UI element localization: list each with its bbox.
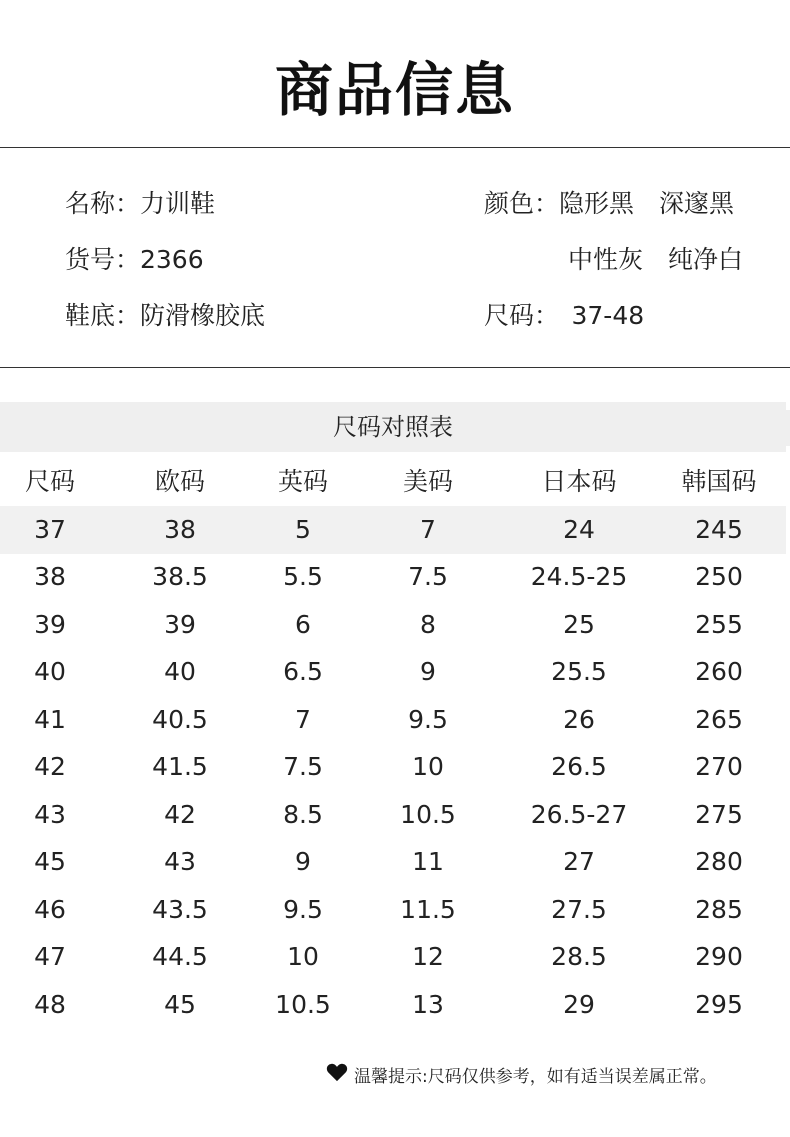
table-row <box>0 553 790 601</box>
table-cell: 40.5 <box>152 705 208 734</box>
table-cell: 27.5 <box>551 895 607 924</box>
table-row <box>0 506 786 554</box>
table-cell: 40 <box>164 657 196 686</box>
table-cell: 43 <box>34 800 66 829</box>
footer-note-text: 温馨提示:尺码仅供参考，如有适当误差属正常。 <box>354 1067 717 1087</box>
table-row <box>0 791 790 839</box>
table-cell: 26.5 <box>551 752 607 781</box>
table-cell: 25.5 <box>551 657 607 686</box>
table-cell: 42 <box>164 800 196 829</box>
table-cell: 38.5 <box>152 562 208 591</box>
table-cell: 7 <box>295 705 311 734</box>
sole-material: 鞋底：防滑橡胶底 <box>65 301 266 330</box>
table-cell: 295 <box>695 990 743 1019</box>
table-cell: 270 <box>695 752 743 781</box>
table-cell: 29 <box>563 990 595 1019</box>
table-cell: 43 <box>164 847 196 876</box>
table-cell: 24.5-25 <box>530 562 628 591</box>
table-cell: 8.5 <box>283 800 323 829</box>
table-cell: 26.5-27 <box>530 800 628 829</box>
table-cell: 11.5 <box>400 895 456 924</box>
table-header-row <box>0 458 790 506</box>
table-cell: 39 <box>164 610 196 639</box>
header-cell: 韩国码 <box>681 467 757 496</box>
table-cell: 10 <box>412 752 444 781</box>
table-cell: 250 <box>695 562 743 591</box>
table-cell: 38 <box>164 515 196 544</box>
size-range: 尺码： 37-48 <box>484 301 645 330</box>
top-divider <box>0 147 790 148</box>
table-cell: 9 <box>295 847 311 876</box>
table-cell: 9.5 <box>283 895 323 924</box>
item-number: 货号：2366 <box>65 245 204 274</box>
table-cell: 290 <box>695 942 743 971</box>
heart-icon <box>326 1062 348 1092</box>
bottom-divider <box>0 367 790 368</box>
table-cell: 47 <box>34 942 66 971</box>
table-cell: 41.5 <box>152 752 208 781</box>
header-cell: 欧码 <box>154 467 206 496</box>
table-cell: 255 <box>695 610 743 639</box>
table-cell: 38 <box>34 562 66 591</box>
table-row <box>0 886 790 934</box>
table-cell: 28.5 <box>551 942 607 971</box>
footer-note <box>326 1062 717 1092</box>
table-row <box>0 648 790 696</box>
header-cell: 英码 <box>277 467 329 496</box>
table-row <box>0 981 790 1029</box>
table-cell: 275 <box>695 800 743 829</box>
table-cell: 13 <box>412 990 444 1019</box>
table-cell: 37 <box>34 515 66 544</box>
table-row <box>0 933 790 981</box>
table-cell: 9 <box>420 657 436 686</box>
table-cell: 5 <box>295 515 311 544</box>
table-cell: 7 <box>420 515 436 544</box>
table-cell: 260 <box>695 657 743 686</box>
table-row <box>0 838 790 886</box>
header-cell: 日本码 <box>541 467 617 496</box>
table-cell: 10.5 <box>275 990 331 1019</box>
table-cell: 44.5 <box>152 942 208 971</box>
table-row <box>0 743 790 791</box>
table-cell: 265 <box>695 705 743 734</box>
table-cell: 48 <box>34 990 66 1019</box>
table-cell: 8 <box>420 610 436 639</box>
table-cell: 7.5 <box>408 562 448 591</box>
product-name: 名称：力训鞋 <box>65 189 216 218</box>
table-cell: 10 <box>287 942 319 971</box>
table-cell: 26 <box>563 705 595 734</box>
table-cell: 25 <box>563 610 595 639</box>
size-chart-title: 尺码对照表 <box>0 402 786 452</box>
table-cell: 11 <box>412 847 444 876</box>
color-options-more: 中性灰 纯净白 <box>568 245 744 274</box>
table-cell: 280 <box>695 847 743 876</box>
table-cell: 41 <box>34 705 66 734</box>
table-cell: 45 <box>164 990 196 1019</box>
table-cell: 9.5 <box>408 705 448 734</box>
table-cell: 6.5 <box>283 657 323 686</box>
table-cell: 45 <box>34 847 66 876</box>
table-cell: 7.5 <box>283 752 323 781</box>
page-title: 商品信息 <box>274 56 515 124</box>
table-cell: 46 <box>34 895 66 924</box>
table-cell: 27 <box>563 847 595 876</box>
color-options: 颜色：隐形黑 深邃黑 <box>484 189 735 218</box>
table-cell: 10.5 <box>400 800 456 829</box>
header-cell: 尺码 <box>24 467 76 496</box>
table-cell: 40 <box>34 657 66 686</box>
table-row <box>0 696 790 744</box>
table-cell: 39 <box>34 610 66 639</box>
table-cell: 285 <box>695 895 743 924</box>
table-cell: 12 <box>412 942 444 971</box>
table-row <box>0 601 790 649</box>
table-cell: 245 <box>695 515 743 544</box>
table-cell: 24 <box>563 515 595 544</box>
banner-edge <box>786 410 790 446</box>
header-cell: 美码 <box>402 467 454 496</box>
table-cell: 42 <box>34 752 66 781</box>
table-cell: 5.5 <box>283 562 323 591</box>
table-cell: 6 <box>295 610 311 639</box>
table-cell: 43.5 <box>152 895 208 924</box>
